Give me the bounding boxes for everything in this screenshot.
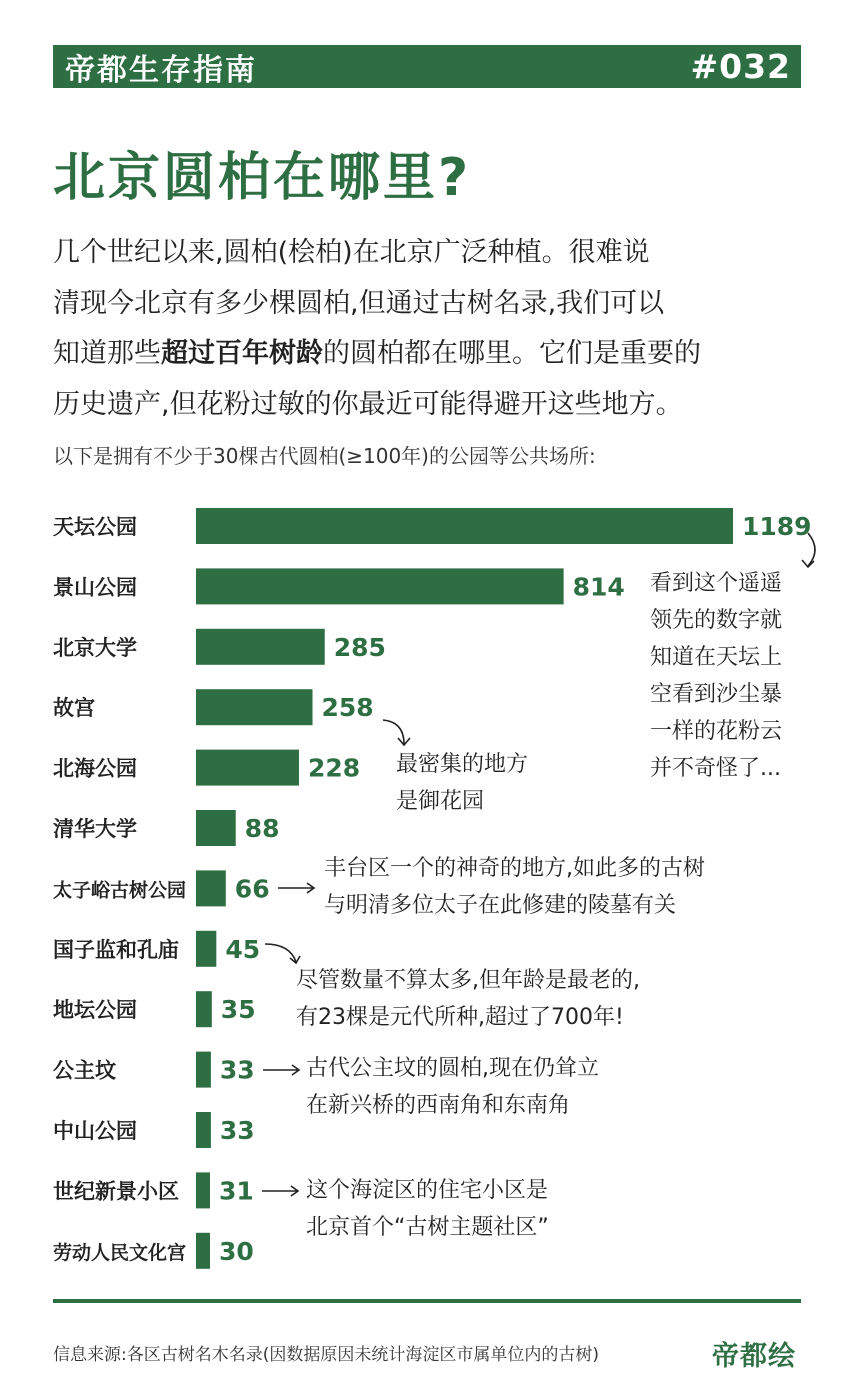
arrow-taiziyu-icon	[278, 883, 314, 893]
annotation-line: 古代公主坟的圆柏,现在仍耸立	[306, 1056, 599, 1081]
bar	[196, 568, 564, 604]
footer-divider	[53, 1299, 801, 1303]
intro-line-2: 清现今北京有多少棵圆柏,但通过古树名录,我们可以	[53, 287, 665, 319]
annotation-shiji	[306, 1172, 549, 1246]
annotation-line: 并不奇怪了...	[650, 756, 781, 781]
category-label: 天坛公园	[53, 515, 137, 539]
issue-number: #032	[690, 47, 791, 86]
annotation-line: 看到这个遥遥	[650, 571, 783, 596]
category-label: 清华大学	[53, 817, 137, 841]
value-label: 33	[219, 1116, 255, 1145]
value-label: 814	[572, 572, 625, 602]
arrow-shiji-icon	[262, 1186, 298, 1196]
value-label: 228	[307, 753, 361, 783]
footer-brand: 帝都绘	[712, 1341, 796, 1372]
category-label: 地坛公园	[53, 998, 137, 1023]
value-label: 45	[225, 934, 261, 964]
annotation-gugong	[396, 746, 528, 820]
annotation-line: 领先的数字就	[650, 608, 783, 633]
value-label: 88	[244, 814, 280, 843]
value-label: 1189	[742, 512, 812, 541]
annotation-gongzhufen	[306, 1050, 599, 1124]
annotation-tiantan	[650, 565, 782, 787]
intro-paragraph	[53, 228, 813, 430]
value-label: 35	[220, 995, 256, 1025]
category-label: 劳动人民文化宫	[53, 1241, 187, 1264]
bar	[196, 1112, 211, 1148]
category-label: 太子峪古树公园	[53, 879, 187, 902]
annotation-line: 这个海淀区的住宅小区是	[306, 1178, 549, 1203]
annotation-line: 北京首个“古树主题社区”	[306, 1215, 549, 1240]
arrow-gongzhufen-icon	[263, 1065, 299, 1075]
bar	[196, 810, 236, 846]
page-title: 北京圆柏在哪里?	[53, 148, 472, 208]
value-label: 66	[234, 874, 270, 904]
bar	[196, 1172, 210, 1208]
category-label: 中山公园	[53, 1119, 137, 1143]
annotation-line: 最密集的地方	[396, 752, 529, 777]
category-label: 北海公园	[53, 756, 137, 781]
annotation-guozijian	[296, 962, 640, 1036]
category-label: 北京大学	[53, 635, 137, 660]
value-label: 31	[219, 1176, 254, 1206]
intro-line-3-after: 的圆柏都在哪里。它们是重要的	[323, 338, 701, 369]
bar	[196, 1052, 211, 1088]
annotation-line: 尽管数量不算太多,但年龄是最老的,	[296, 968, 640, 993]
bar	[196, 750, 299, 786]
annotation-line: 一样的花粉云	[650, 719, 783, 744]
value-label: 33	[219, 1055, 255, 1085]
bar	[196, 870, 226, 906]
bar	[196, 689, 313, 725]
category-label: 国子监和孔庙	[53, 937, 179, 962]
category-label: 故宫	[53, 696, 95, 721]
annotation-line: 有23棵是元代所种,超过了700年!	[296, 1005, 624, 1030]
bar	[196, 931, 216, 967]
header-bar	[53, 45, 801, 88]
value-label: 258	[321, 693, 374, 723]
bar	[196, 508, 733, 544]
annotation-line: 是御花园	[396, 789, 485, 814]
category-label: 公主坟	[53, 1058, 116, 1083]
annotation-line: 在新兴桥的西南角和东南角	[306, 1093, 571, 1118]
chart-subtitle: 以下是拥有不少于30棵古代圆柏(≥100年)的公园等公共场所:	[53, 444, 596, 468]
intro-line-3-before: 知道那些	[53, 338, 161, 369]
category-label: 景山公园	[53, 575, 137, 600]
annotation-line: 知道在天坛上	[650, 645, 783, 670]
bar	[196, 991, 212, 1027]
value-label: 30	[219, 1236, 254, 1266]
value-label: 285	[333, 632, 386, 662]
annotation-line: 空看到沙尘暴	[650, 682, 783, 707]
category-label: 世纪新景小区	[53, 1179, 179, 1204]
bar	[196, 1233, 210, 1269]
intro-line-1: 几个世纪以来,圆柏(桧柏)在北京广泛种植。很难说	[53, 237, 650, 268]
intro-line-4: 历史遗产,但花粉过敏的你最近可能得避开这些地方。	[53, 388, 683, 420]
series-title: 帝都生存指南	[65, 52, 257, 88]
annotation-line: 与明清多位太子在此修建的陵墓有关	[324, 893, 677, 918]
footer-source: 信息来源:各区古树名木名录(因数据原因未统计海淀区市属单位内的古树)	[53, 1345, 599, 1365]
intro-line-3	[53, 329, 813, 380]
intro-highlight: 超过百年树龄	[161, 338, 323, 369]
annotation-taiziyu	[324, 850, 705, 924]
bar	[196, 629, 325, 665]
annotation-line: 丰台区一个的神奇的地方,如此多的古树	[324, 856, 705, 881]
